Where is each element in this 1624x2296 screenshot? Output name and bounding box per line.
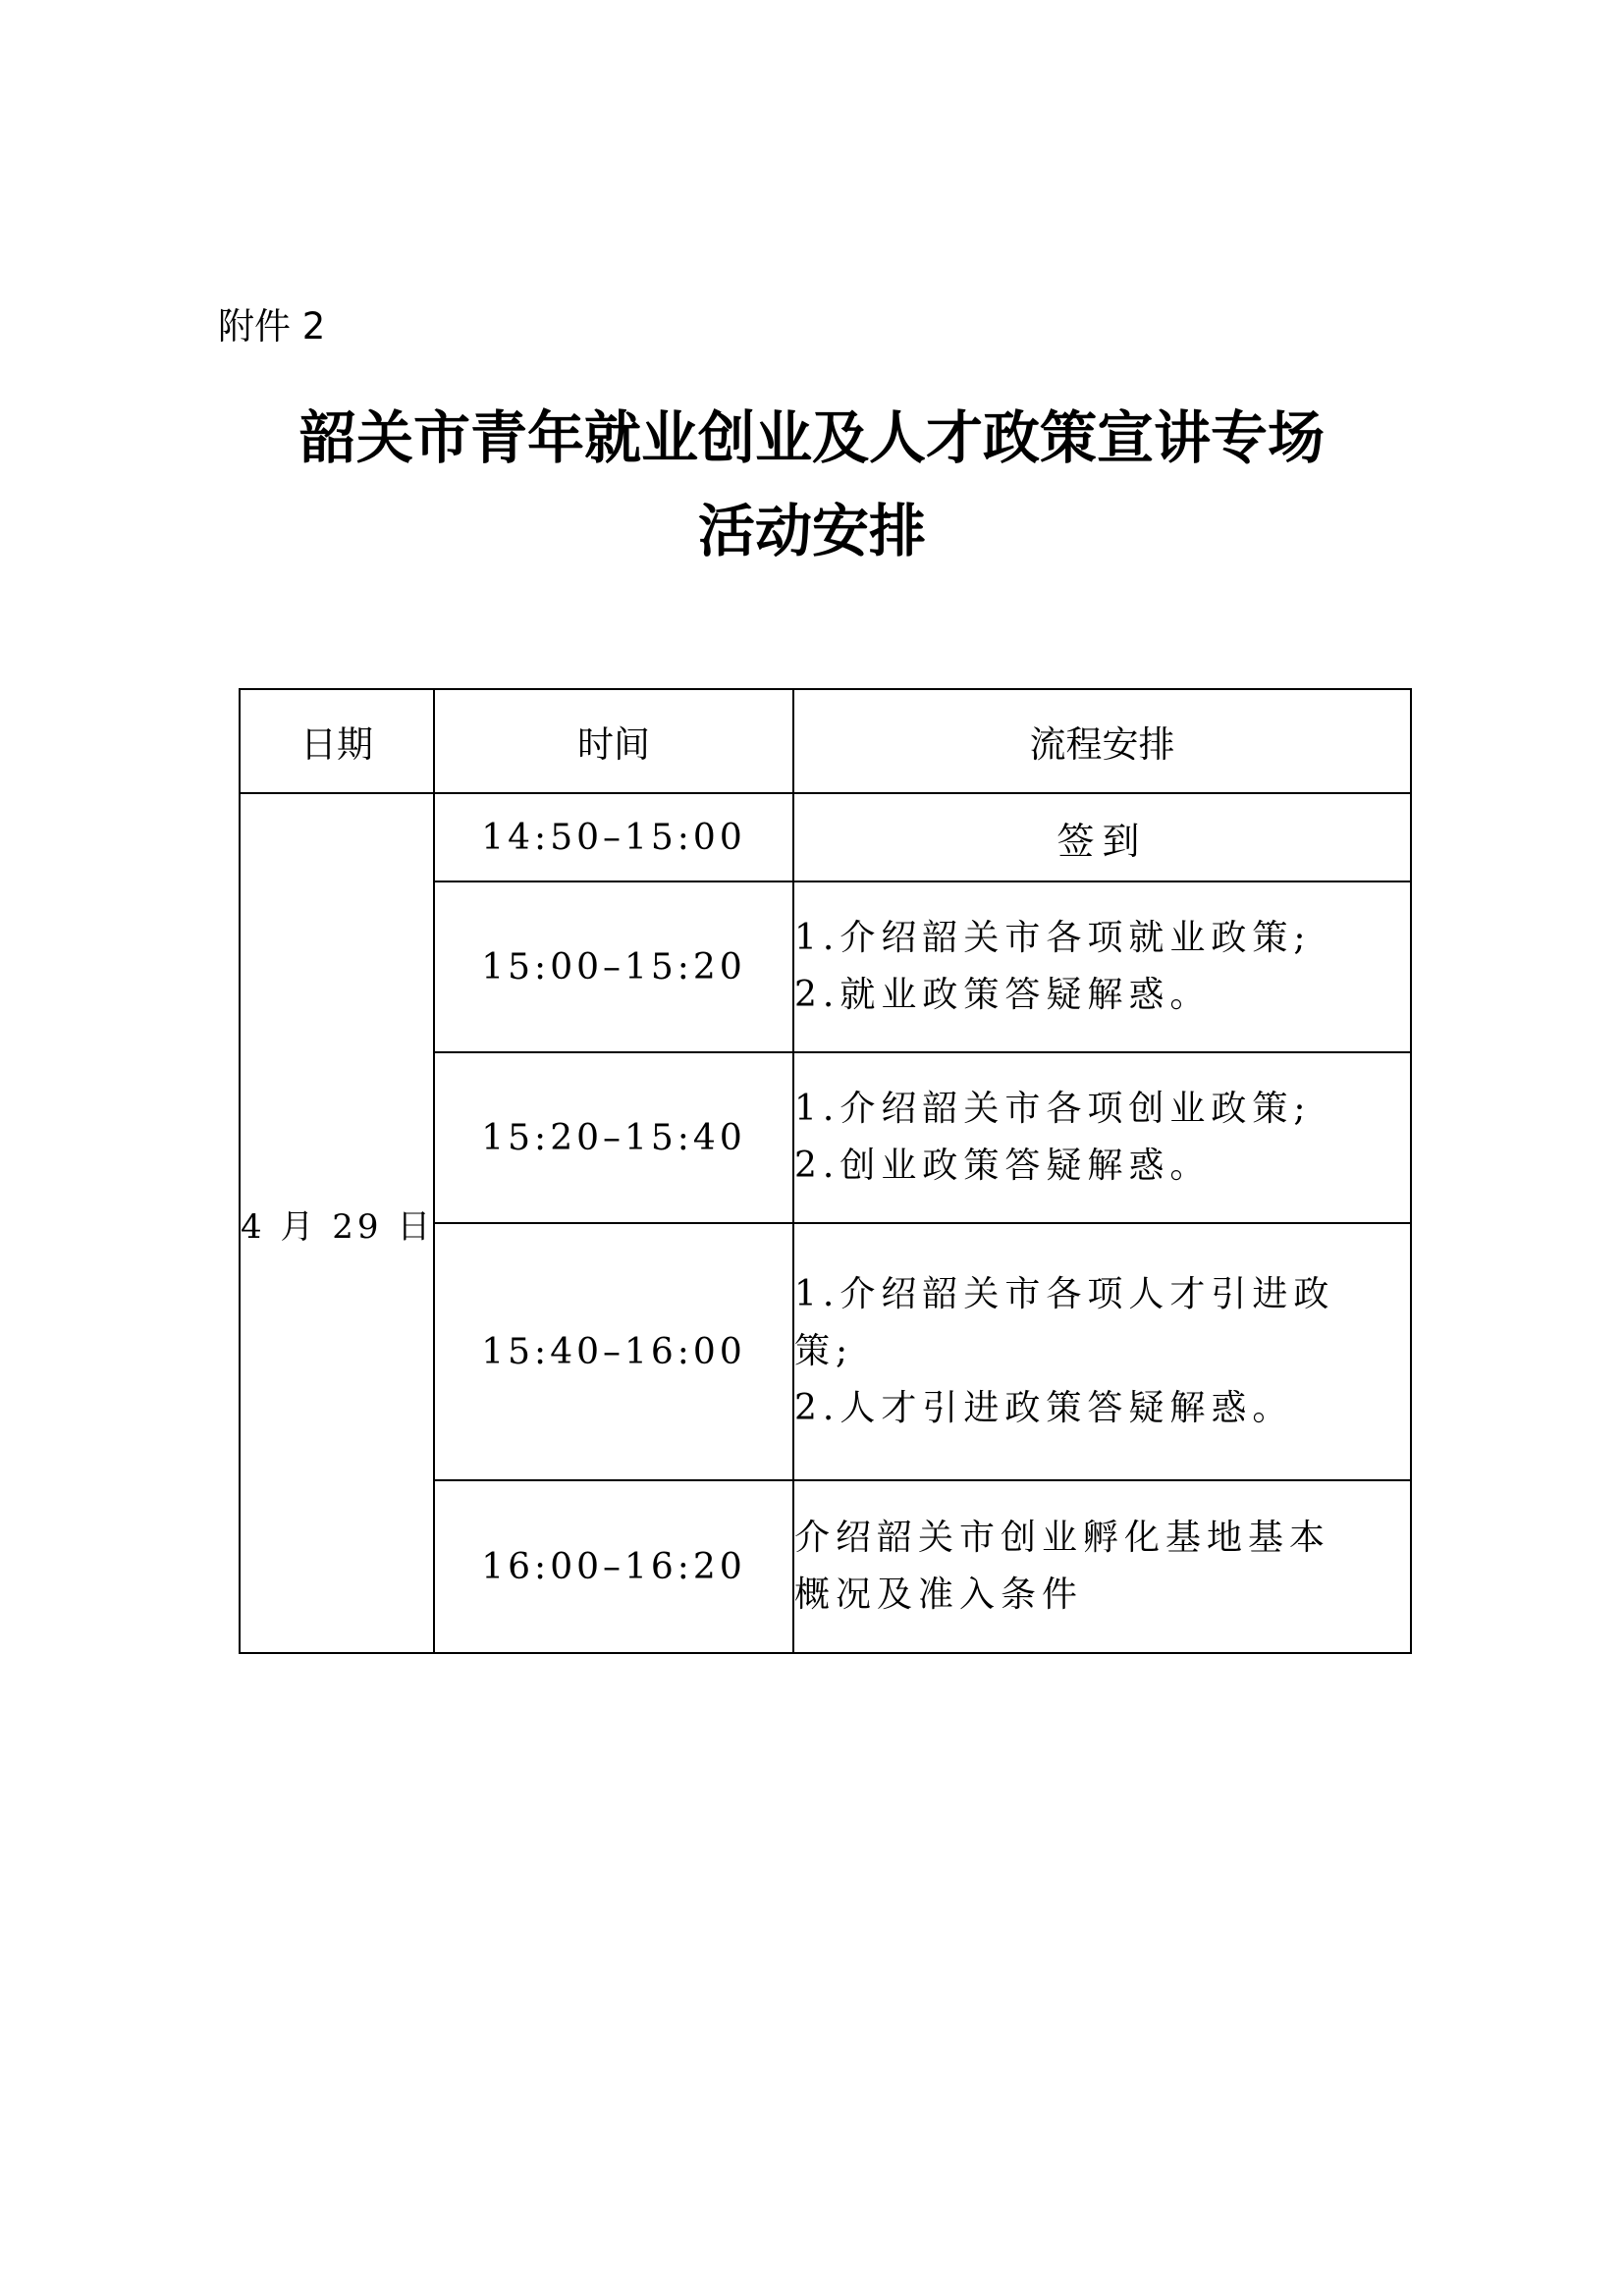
time-cell: 14:50–15:00	[434, 793, 793, 881]
header-flow: 流程安排	[793, 689, 1411, 793]
flow-line: 介绍韶关市创业孵化基地基本	[794, 1518, 1331, 1558]
time-cell: 16:00–16:20	[434, 1480, 793, 1653]
document-title-line-1: 韶关市青年就业创业及人才政策宣讲专场	[298, 404, 1325, 471]
flow-line: 概况及准入条件	[794, 1575, 1084, 1615]
time-cell: 15:40–16:00	[434, 1223, 793, 1480]
table-header-row	[240, 689, 1411, 793]
date-cell: 4 月 29 日	[240, 793, 434, 1653]
schedule-table	[239, 688, 1412, 1654]
time-cell: 15:00–15:20	[434, 881, 793, 1052]
flow-cell	[793, 1480, 1411, 1653]
flow-line: 1.介绍韶关市各项就业政策;	[794, 918, 1312, 958]
flow-line: 2.人才引进政策答疑解惑。	[794, 1388, 1294, 1428]
flow-line: 2.创业政策答疑解惑。	[794, 1146, 1212, 1186]
flow-line: 1.介绍韶关市各项人才引进政	[794, 1274, 1335, 1314]
time-cell: 15:20–15:40	[434, 1052, 793, 1223]
flow-line: 2.就业政策答疑解惑。	[794, 975, 1212, 1015]
flow-cell	[793, 1223, 1411, 1480]
flow-cell: 签到	[793, 793, 1411, 881]
flow-line: 策;	[794, 1331, 854, 1371]
header-date: 日期	[240, 689, 434, 793]
flow-cell	[793, 1052, 1411, 1223]
attachment-label: 附件 2	[218, 305, 326, 347]
flow-line: 1.介绍韶关市各项创业政策;	[794, 1089, 1312, 1129]
table-row	[240, 793, 1411, 881]
header-time: 时间	[434, 689, 793, 793]
flow-cell	[793, 881, 1411, 1052]
document-title-line-2: 活动安排	[697, 498, 926, 564]
